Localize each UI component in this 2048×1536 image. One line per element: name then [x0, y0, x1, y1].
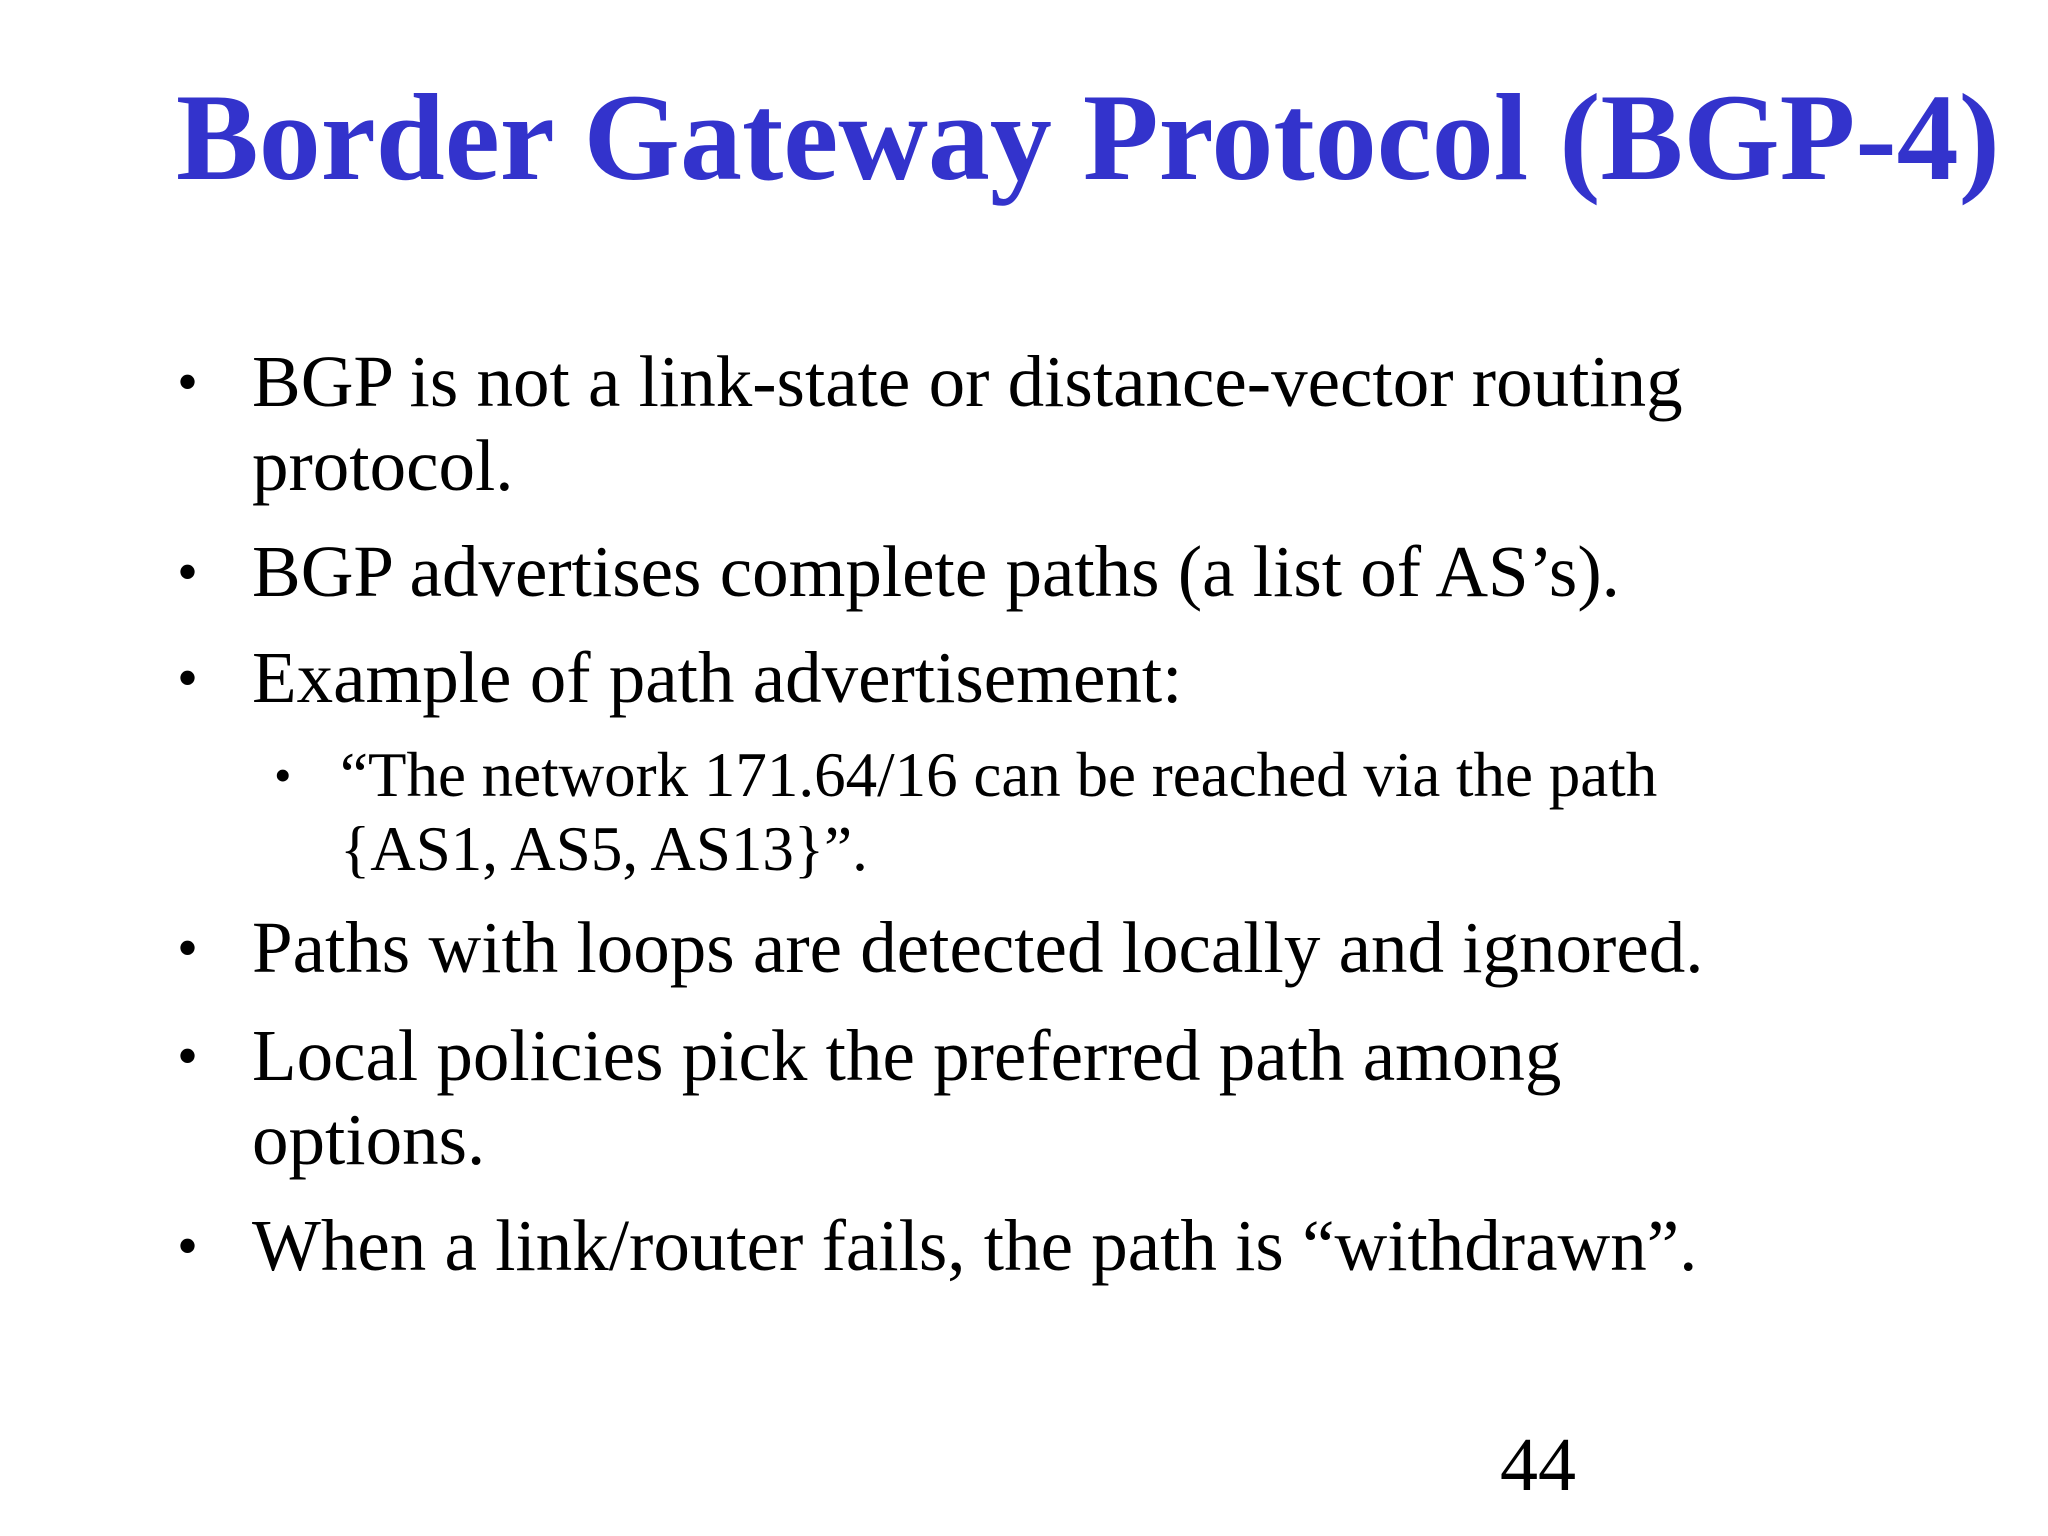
- bullet-marker: •: [177, 539, 199, 605]
- sub-bullet-text: “The network 171.64/16 can be reached via the path: [340, 740, 1658, 810]
- bullet-marker: •: [177, 1213, 199, 1279]
- bullet-text: BGP advertises complete paths (a list of AS’s).: [252, 531, 1620, 612]
- bullet-item: [177, 636, 1872, 720]
- bullet-marker: •: [177, 915, 199, 981]
- bullet-item: [177, 906, 1872, 990]
- sub-bullet-item: [274, 738, 1820, 886]
- bullet-item: [177, 1204, 1872, 1288]
- sub-bullet-marker: •: [274, 747, 292, 803]
- bullet-text-continuation: protocol.: [252, 425, 514, 506]
- sub-bullet-text-continuation: {AS1, AS5, AS13}”.: [340, 814, 868, 884]
- bullet-text: BGP is not a link-state or distance-vector routing: [252, 341, 1683, 422]
- bullet-text-continuation: options.: [252, 1099, 486, 1180]
- bullet-text: Local policies pick the preferred path among: [252, 1015, 1562, 1096]
- bullet-text: Example of path advertisement:: [252, 637, 1183, 718]
- bullet-item: [177, 1014, 1872, 1182]
- bullet-item: [177, 530, 1872, 614]
- bullet-text: Paths with loops are detected locally and ignored.: [252, 907, 1704, 988]
- bullet-text: When a link/router fails, the path is “withdrawn”.: [252, 1205, 1698, 1286]
- page-number: 44: [1500, 1423, 1576, 1507]
- bullet-item: [177, 340, 1872, 508]
- slide-title: Border Gateway Protocol (BGP-4): [176, 69, 2000, 206]
- bullet-marker: •: [177, 645, 199, 711]
- bullet-marker: •: [177, 349, 199, 415]
- bullet-marker: •: [177, 1023, 199, 1089]
